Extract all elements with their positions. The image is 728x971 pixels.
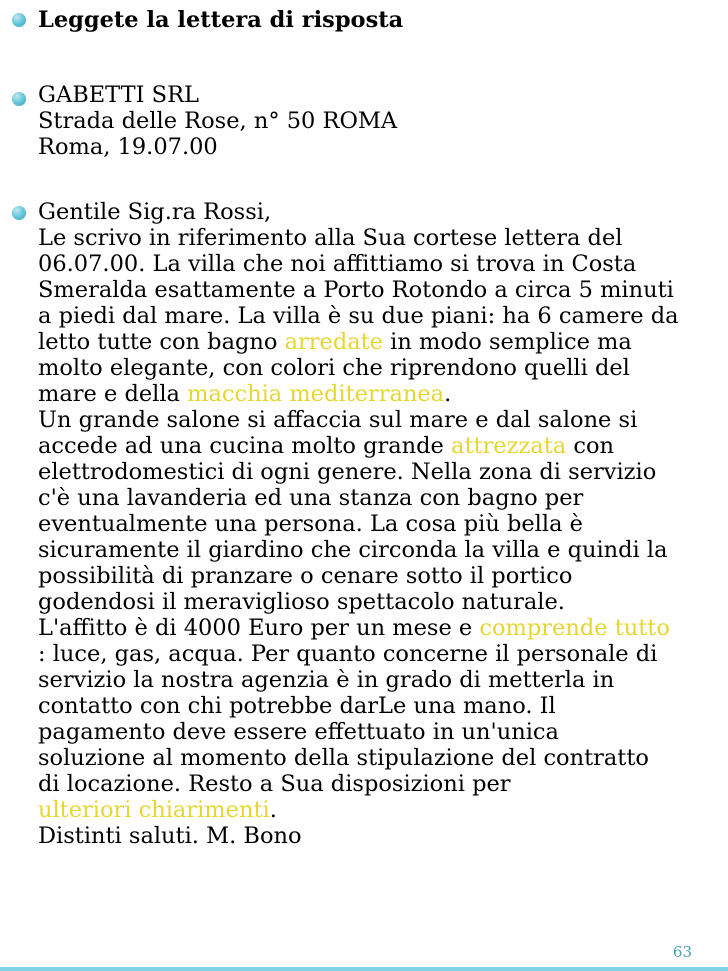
- letter-text: elettrodomestici di ogni genere. Nella zona di servizio: [38, 459, 657, 485]
- letter-line: [38, 615, 679, 641]
- letter-text: soluzione al momento della stipulazione del contratto: [38, 745, 649, 771]
- letter-text: in modo semplice ma: [383, 329, 632, 355]
- letter-line: [38, 797, 679, 823]
- letter-line: [38, 251, 679, 277]
- letter-text: L'affitto è di 4000 Euro per un mese e: [38, 615, 480, 641]
- letter-text: mare e della: [38, 381, 188, 407]
- letter-line: [38, 641, 679, 667]
- letter-text: sicuramente il giardino che circonda la villa e quindi la: [38, 537, 668, 563]
- page-number: 63: [672, 943, 692, 961]
- letter-line: [38, 719, 679, 745]
- address-line: Strada delle Rose, n° 50 ROMA: [38, 108, 398, 134]
- highlighted-term: macchia mediterranea: [187, 381, 445, 407]
- address-line: GABETTI SRL: [38, 82, 199, 108]
- letter-line: [38, 745, 679, 771]
- highlighted-term: ulteriori chiarimenti: [38, 797, 270, 823]
- letter-line: [38, 485, 679, 511]
- letter-line: [38, 329, 679, 355]
- address-line: Roma, 19.07.00: [38, 134, 218, 160]
- letter-line: [38, 771, 679, 797]
- letter-line: [38, 511, 679, 537]
- highlighted-term: comprende tutto: [479, 615, 670, 641]
- letter-line: [38, 563, 679, 589]
- letter-text: con: [566, 433, 614, 459]
- letter-text: possibilità di pranzare o cenare sotto il portico: [38, 563, 573, 589]
- letter-text: letto tutte con bagno: [38, 329, 285, 355]
- letter-line: [38, 589, 679, 615]
- bullet-icon: [12, 13, 26, 27]
- letter-text: pagamento deve essere effettuato in un'unica: [38, 719, 559, 745]
- letter-line: [38, 407, 679, 433]
- letter-text: Distinti saluti. M. Bono: [38, 823, 302, 849]
- letter-body: [38, 199, 679, 849]
- letter-text: : luce, gas, acqua. Per quanto concerne il personale di: [38, 641, 658, 667]
- letter-text: .: [269, 797, 277, 823]
- letter-text: contatto con chi potrebbe darLe una mano. Il: [38, 693, 556, 719]
- letter-text: godendosi il meraviglioso spettacolo naturale.: [38, 589, 565, 615]
- letter-line: [38, 199, 679, 225]
- letter-line: [38, 277, 679, 303]
- letter-text: di locazione. Resto a Sua disposizioni per: [38, 771, 511, 797]
- letter-line: [38, 693, 679, 719]
- letter-text: a piedi dal mare. La villa è su due piani: ha 6 camere da: [38, 303, 679, 329]
- letter-line: [38, 433, 679, 459]
- letter-line: [38, 823, 679, 849]
- letter-text: Smeralda esattamente a Porto Rotondo a circa 5 minuti: [38, 277, 674, 303]
- letter-text: 06.07.00. La villa che noi affittiamo si trova in Costa: [38, 251, 637, 277]
- letter-line: [38, 303, 679, 329]
- letter-text: molto elegante, con colori che riprendono quelli del: [38, 355, 630, 381]
- bottom-bar: [0, 967, 728, 971]
- letter-text: .: [444, 381, 452, 407]
- letter-text: accede ad una cucina molto grande: [38, 433, 452, 459]
- letter-line: [38, 225, 679, 251]
- bullet-icon: [12, 206, 26, 220]
- letter-text: Gentile Sig.ra Rossi,: [38, 199, 272, 225]
- letter-line: [38, 667, 679, 693]
- letter-text: Le scrivo in riferimento alla Sua cortese lettera del: [38, 225, 623, 251]
- title-text: Leggete la lettera di risposta: [38, 7, 404, 33]
- highlighted-term: attrezzata: [451, 433, 567, 459]
- letter-line: [38, 537, 679, 563]
- sender-address: [38, 82, 397, 160]
- letter-line: [38, 355, 679, 381]
- bullet-icon: [12, 92, 26, 106]
- letter-line: [38, 381, 679, 407]
- slide-title: [38, 7, 403, 33]
- letter-text: c'è una lavanderia ed una stanza con bagno per: [38, 485, 584, 511]
- letter-line: [38, 459, 679, 485]
- letter-text: servizio la nostra agenzia è in grado di metterla in: [38, 667, 615, 693]
- letter-text: Un grande salone si affaccia sul mare e dal salone si: [38, 407, 638, 433]
- highlighted-term: arredate: [284, 329, 383, 355]
- letter-text: eventualmente una persona. La cosa più bella è: [38, 511, 583, 537]
